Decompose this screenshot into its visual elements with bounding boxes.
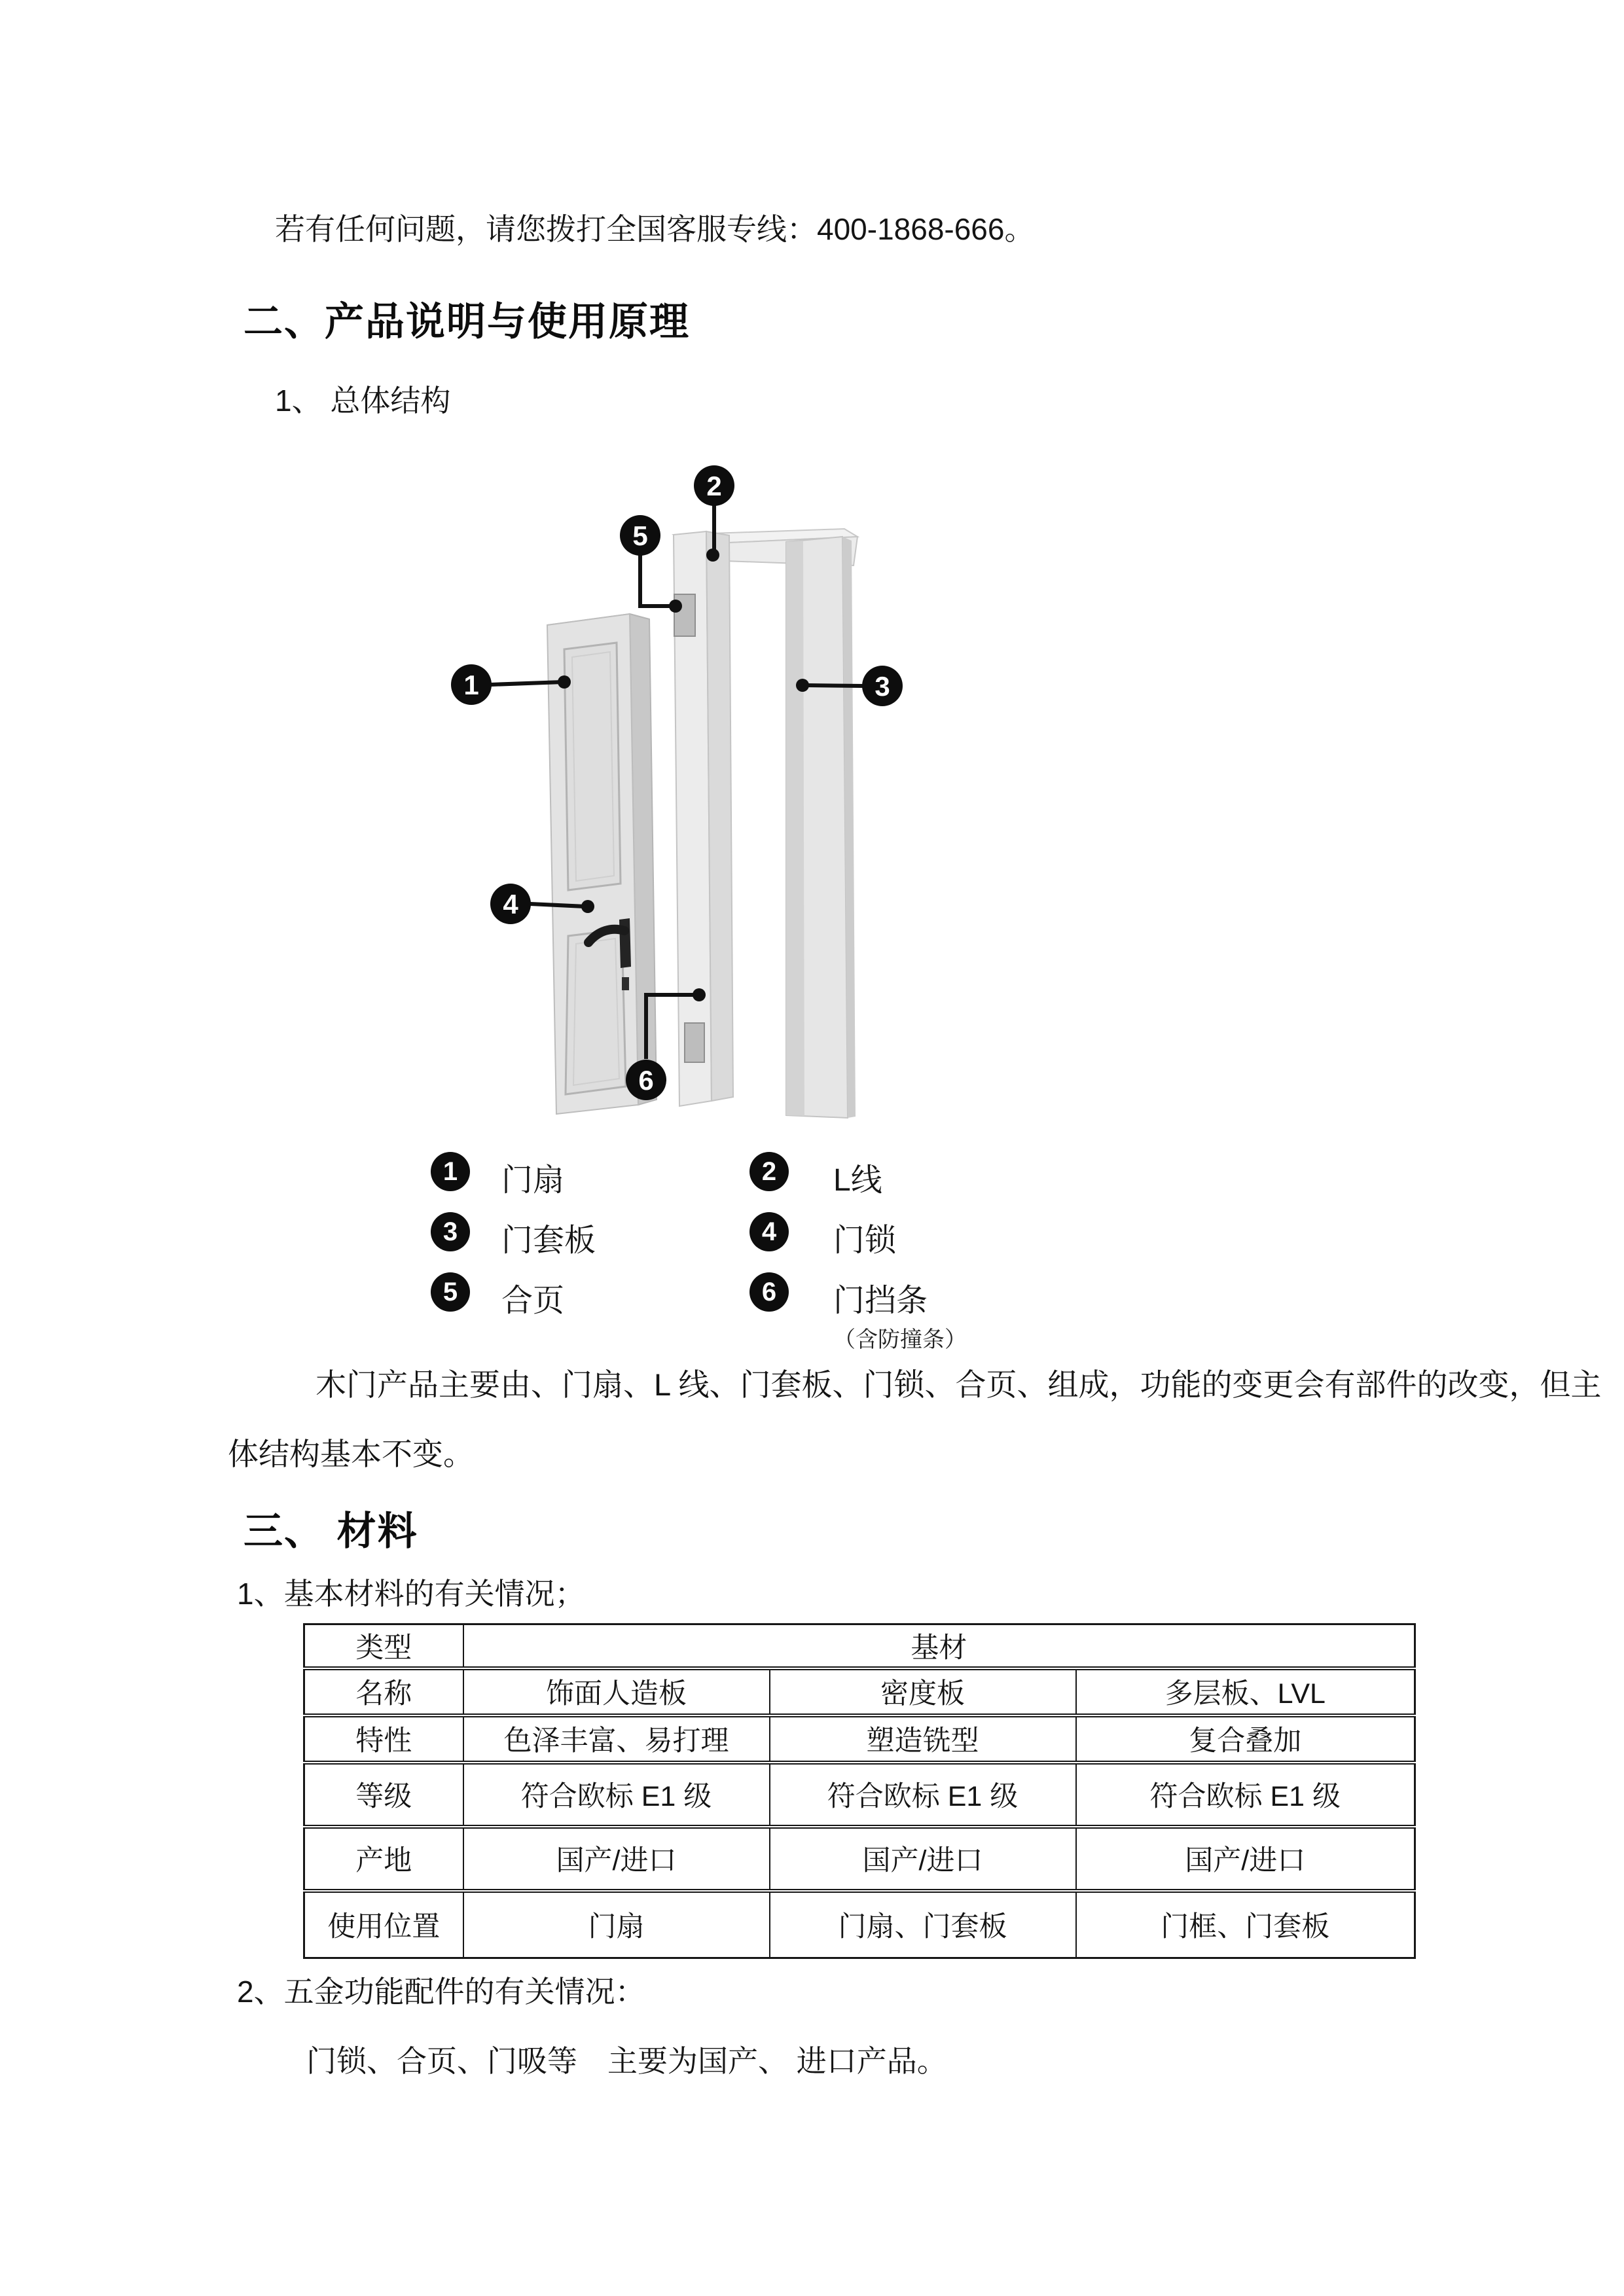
legend-label-1: 门扇 <box>501 1163 565 1198</box>
door-stop-strip <box>706 531 733 1101</box>
legend-label-5: 合页 <box>501 1283 565 1318</box>
frame-right-leg-shade <box>786 541 804 1116</box>
legend-item-5 <box>431 1272 564 1320</box>
badge-2 <box>694 465 734 506</box>
legend-item-1 <box>431 1152 564 1200</box>
table-row-grade <box>304 1763 1415 1827</box>
badge-5 <box>620 515 660 556</box>
row-position-cell-2: 门扇、门套板 <box>770 1891 1076 1958</box>
row-position-cell-1: 门扇 <box>463 1891 770 1958</box>
badge-6-number: 6 <box>638 1065 654 1096</box>
table-row-name <box>304 1668 1415 1715</box>
row-name-label: 名称 <box>304 1668 463 1715</box>
row-feature-cell-2: 塑造铣型 <box>770 1715 1076 1763</box>
section2-sub1: 1、 总体结构 <box>275 384 451 418</box>
legend-badge-6: 6 <box>749 1272 789 1312</box>
row-grade-cell-2: 符合欧标 E1 级 <box>770 1763 1076 1827</box>
table-row-feature <box>304 1715 1415 1763</box>
table-row-origin <box>304 1827 1415 1891</box>
row-origin-cell-3: 国产/进口 <box>1076 1827 1415 1891</box>
door-leaf <box>547 614 657 1114</box>
legend-note-6: （含防撞条） <box>833 1327 967 1352</box>
row-grade-cell-3: 符合欧标 E1 级 <box>1076 1763 1415 1827</box>
badge-5-number: 5 <box>632 520 648 551</box>
legend-label-4: 门锁 <box>833 1223 897 1258</box>
row-feature-cell-1: 色泽丰富、易打理 <box>463 1715 770 1763</box>
row-name-cell-3: 多层板、LVL <box>1076 1668 1415 1715</box>
badge-4 <box>490 884 531 924</box>
materials-table-wrapper <box>303 1623 1416 1959</box>
row-origin-label: 产地 <box>304 1827 463 1891</box>
row-name-cell-1: 饰面人造板 <box>463 1668 770 1715</box>
badge-6 <box>626 1060 666 1100</box>
legend-badge-2: 2 <box>749 1152 789 1191</box>
cell-type-label: 类型 <box>355 1632 412 1664</box>
section3-heading: 三、 材料 <box>244 1509 418 1553</box>
legend-item-4 <box>749 1212 896 1260</box>
table-row-header <box>304 1624 1415 1668</box>
row-feature-label: 特性 <box>304 1715 463 1763</box>
row-position-cell-3: 门框、门套板 <box>1076 1891 1415 1958</box>
legend-item-6 <box>749 1272 967 1354</box>
contact-line: 若有任何问题，请您拨打全国客服专线：400-1868-666。 <box>275 212 1035 246</box>
legend-badge-5: 5 <box>431 1272 470 1312</box>
section3-sub2: 2、五金功能配件的有关情况： <box>237 1975 645 2009</box>
cell-type-value: 基材 <box>463 1624 1415 1668</box>
legend-label-3: 门套板 <box>501 1223 596 1258</box>
legend-badge-4: 4 <box>749 1212 789 1251</box>
badge-4-number: 4 <box>503 889 518 920</box>
row-name-cell-2: 密度板 <box>770 1668 1076 1715</box>
legend-badge-1: 1 <box>431 1152 470 1191</box>
row-origin-cell-1: 国产/进口 <box>463 1827 770 1891</box>
structure-paragraph-line2: 体结构基本不变。 <box>228 1437 474 1471</box>
legend-badge-3: 3 <box>431 1212 470 1251</box>
hardware-line: 门锁、合页、门吸等 主要为国产、 进口产品。 <box>306 2044 947 2078</box>
table-row-position <box>304 1891 1415 1958</box>
badge-3 <box>862 666 903 706</box>
legend-item-3 <box>431 1212 596 1260</box>
row-grade-label: 等级 <box>304 1763 463 1827</box>
badge-1 <box>451 664 492 705</box>
door-structure-diagram <box>393 432 982 1119</box>
section3-sub1: 1、基本材料的有关情况； <box>237 1577 585 1611</box>
materials-table <box>303 1623 1416 1959</box>
badge-2-number: 2 <box>706 471 722 501</box>
hinge-lower-icon <box>685 1023 704 1062</box>
structure-paragraph-line1: 木门产品主要由、门扇、L 线、门套板、门锁、合页、组成，功能的变更会有部件的改变，但主 <box>316 1367 1602 1402</box>
row-grade-cell-1: 符合欧标 E1 级 <box>463 1763 770 1827</box>
row-position-label: 使用位置 <box>304 1891 463 1958</box>
section2-heading: 二、产品说明与使用原理 <box>244 300 690 344</box>
door-casing <box>674 529 857 1118</box>
legend-label-2: L线 <box>833 1163 882 1198</box>
legend-label-6: 门挡条 <box>833 1283 928 1318</box>
badge-1-number: 1 <box>463 670 479 700</box>
legend-item-2 <box>749 1152 882 1200</box>
row-origin-cell-2: 国产/进口 <box>770 1827 1076 1891</box>
badge-3-number: 3 <box>875 671 890 702</box>
row-feature-cell-3: 复合叠加 <box>1076 1715 1415 1763</box>
